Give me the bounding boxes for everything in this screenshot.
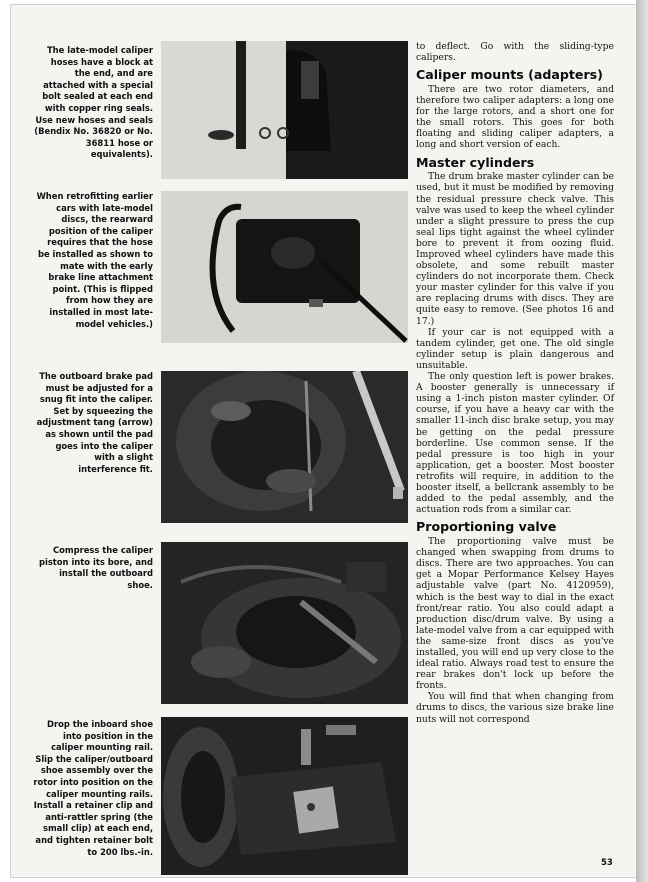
caption-5: Drop the inboard shoe into position in the caliper mounting rail. Slip the caliper/outboard shoe assembly over the rotor into position on the caliper mounting rails. Install a retainer clip and anti-rattler spring (the small clip) at each end, and tighten retainer bolt to 200 lbs.-in. <box>33 719 153 857</box>
photo-hose-install <box>161 191 408 343</box>
heading-master-cylinders: Master cylinders <box>416 154 535 170</box>
page-edge-shadow <box>636 0 648 882</box>
caption-4: Compress the caliper piston into its bore, and install the outboard shoe. <box>38 545 153 590</box>
paragraph-prop-2: You will find that when changing from drums to discs, the various size brake line nuts will not correspond <box>416 691 614 725</box>
paragraph-master-3: The only question left is power brakes. A booster generally is unnecessary if using a 1-inch piston master cylinder. Of course, if you have a heavy car with the smaller 11-inch disc brake setup, you may be getting on the pedal pressure borderline. Use common sense. If the pedal pressure is too high in your application, get a booster. Most booster retrofits will require, in addition to the booster itself, a bellcrank assembly to be added to the pedal assembly, and the actuation rods from a similar car. <box>416 371 614 516</box>
paragraph-master-1: The drum brake master cylinder can be used, but it must be modified by removing the residual pressure check valve. This valve was used to keep the wheel cylinder under a slight pressure to press the cup seal lips tight against the wheel cylinder bore to prevent it from oozing fluid. Improved wheel cylinders have made this obsolete, and some rebuilt master cylinders do not incorporate them. Check your master cylinder for this valve if you are replacing drums with discs. They are quite easy to remove. (See photos 16 and 17.) <box>416 171 614 327</box>
heading-proportioning-valve: Proportioning valve <box>416 519 557 535</box>
photo-inboard-shoe <box>161 717 408 875</box>
paragraph-prop-1: The proportioning valve must be changed when swapping from drums to discs. There are two approaches. You can get a Mopar Performance Kelsey Hayes adjustable valve (part No. 4120959), which is the best way to dial in the exact front/rear ratio. You also could adapt a production disc/drum valve. By using a late-model valve from a car equipped with the same-size front discs as you've installed, you will end up very close to the ideal ratio. Always road test to ensure the rear brakes don't lock up before the fronts. <box>416 536 614 692</box>
photo-outboard-pad <box>161 371 408 523</box>
photo-compress-piston <box>161 542 408 704</box>
paragraph-master-2: If your car is not equipped with a tandem cylinder, get one. The old single cylinder setup is plain dangerous and unsuitable. <box>416 326 614 371</box>
magazine-page <box>10 4 638 878</box>
intro-paragraph: to deflect. Go with the sliding-type calipers. <box>416 41 614 64</box>
caption-3: The outboard brake pad must be adjusted for a snug fit into the caliper. Set by squeezing the adjustment tang (arrow) as shown until the pad goes into the caliper with a slight interference fit. <box>36 371 153 474</box>
caption-2: When retrofitting earlier cars with late-model discs, the rearward position of the caliper requires that the hose be installed as shown to mate with the early brake line attachment point. (This is flipped from how they are installed in most late-model vehicles.) <box>36 191 153 329</box>
page-number: 53 <box>601 858 613 868</box>
caption-1: The late-model caliper hoses have a block at the end, and are attached with a special bolt sealed at each end with copper ring seals. Use new hoses and seals (Bendix No. 36820 or No. 36811 hose or equivalents). <box>34 45 153 160</box>
paragraph-caliper-mounts: There are two rotor diameters, and therefore two caliper adapters: a long one for the large rotors, and a short one for the small rotors. This goes for both floating and sliding caliper adapters, a long and short version of each. <box>416 83 614 151</box>
heading-caliper-mounts: Caliper mounts (adapters) <box>416 67 603 83</box>
article-column <box>416 41 614 725</box>
photo-caliper-hoses <box>161 41 408 179</box>
